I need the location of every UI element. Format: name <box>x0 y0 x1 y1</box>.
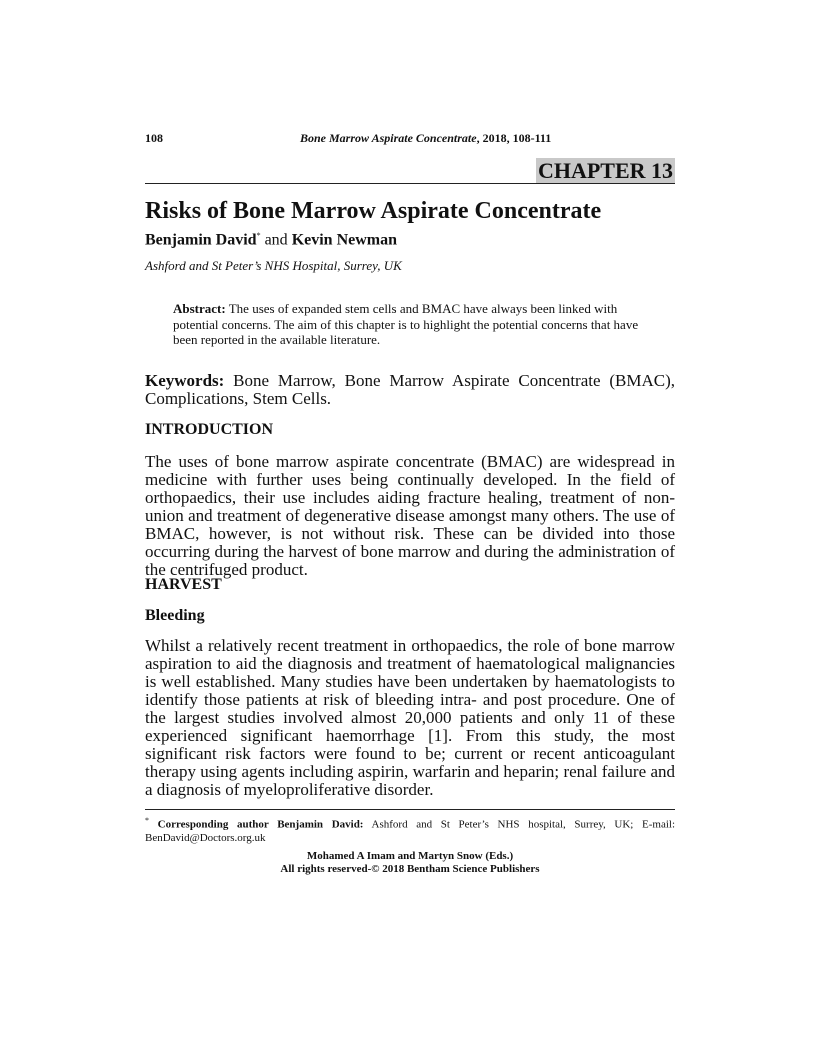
author-conjunction: and <box>260 231 292 249</box>
keywords-label: Keywords: <box>145 371 225 390</box>
rights: All rights reserved-© 2018 Bentham Science Publishers <box>280 863 540 875</box>
affiliation: Ashford and St Peter’s NHS Hospital, Surrey, UK <box>145 258 402 273</box>
keywords-text: Bone Marrow, Bone Marrow Aspirate Concentrate (BMAC), Complications, Stem Cells. <box>145 371 675 408</box>
journal-citation <box>300 131 551 146</box>
journal-title: Bone Marrow Aspirate Concentrate <box>300 131 477 145</box>
footnote-text: Ashford and St Peter’s NHS hospital, Surrey, UK; E-mail: BenDavid@Doctors.org.uk <box>145 818 676 844</box>
footnote-mark: * <box>145 816 149 825</box>
heading-introduction: INTRODUCTION <box>145 421 274 438</box>
keywords <box>145 372 675 408</box>
introduction-paragraph: The uses of bone marrow aspirate concentrate (BMAC) are widespread in medicine with further uses being continually developed. In the field of orthopaedics, their use includes aiding fracture healing, treatment of non-union and treatment of degenerative disease amongst many others. The use of BMAC, however, is not without risk. These can be divided into those occurring during the harvest of bone marrow and during the administration of the centrifuged product. <box>145 452 675 579</box>
footnote <box>145 814 675 845</box>
editors: Mohamed A Imam and Martyn Snow (Eds.) <box>306 850 514 862</box>
footnote-label: Corresponding author Benjamin David: <box>149 818 364 831</box>
chapter-label: CHAPTER 13 <box>537 158 673 183</box>
heading-bleeding: Bleeding <box>145 607 205 624</box>
abstract-label: Abstract: <box>173 301 226 316</box>
footnote-rule <box>145 809 675 810</box>
authors <box>145 231 397 249</box>
bleeding-paragraph: Whilst a relatively recent treatment in orthopaedics, the role of bone marrow aspiration to aid the diagnosis and treatment of haematological malignancies is well established. Many studies have been undertaken by haematologists to identify those patients at risk of bleeding intra- and post procedure. One of the largest studies involved almost 20,000 patients and only 11 of these experienced significant haemorrhage [1]. From this study, the most significant risk factors were found to be; current or recent anticoagulant therapy using agents including aspirin, warfarin and heparin; renal failure and a diagnosis of myeloproliferative disorder. <box>145 636 675 799</box>
header-rule <box>145 183 675 184</box>
author-1: Benjamin David <box>145 231 257 249</box>
abstract-text: The uses of expanded stem cells and BMAC have always been linked with potential concerns. The aim of this chapter is to highlight the potential concerns that have been reported in the available literature. <box>173 301 639 347</box>
chapter-title: Risks of Bone Marrow Aspirate Concentrate <box>145 198 602 224</box>
journal-info: , 2018, 108-111 <box>476 131 552 145</box>
corresponding-mark: * <box>256 231 261 240</box>
abstract <box>173 301 648 348</box>
author-2: Kevin Newman <box>291 231 398 249</box>
heading-harvest: HARVEST <box>145 576 222 593</box>
publisher-footer <box>145 850 675 876</box>
page-number: 108 <box>145 131 163 145</box>
